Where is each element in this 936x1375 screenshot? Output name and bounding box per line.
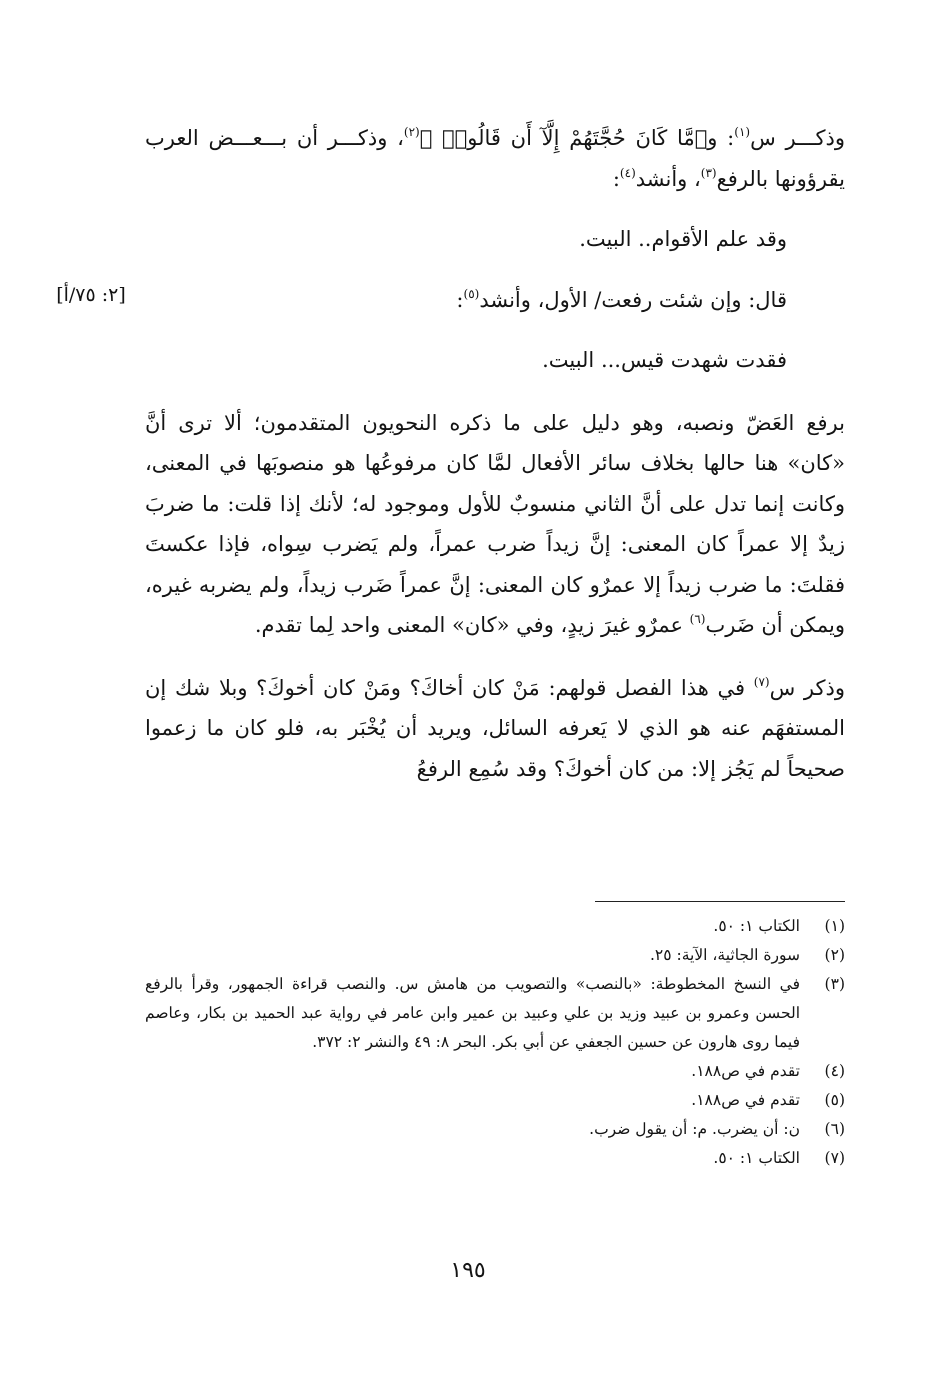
footnote-divider [595, 901, 845, 902]
footnote-ref-6[interactable]: (٦) [689, 612, 706, 626]
footnotes [145, 912, 845, 1173]
footnote-ref-4[interactable]: (٤) [619, 165, 636, 180]
main-text [145, 118, 845, 789]
footnote-7 [145, 1144, 845, 1173]
footnote-ref-2[interactable]: (٢) [403, 125, 420, 139]
verse-2: فقدت شهدت قيس... البيت. [542, 348, 787, 372]
paragraph-3: برفع العَضّ ونصبه، وهو دليل على ما ذكره النحويون المتقدمون؛ ألا ترى أنَّ «كان» هنا حالها بخلاف سائر الأفعال لمَّا كان مرفوعُها هو منصوبَها في المعنى، وكانت إنما تدل على أنَّ الثاني منسوبٌ للأول وموجود له؛ لأنك إذا قلت: ما ضربَ زيدٌ إلا عمراً كان المعنى: إنَّ زيداً ضرب عمراً، ولم يَضرب سِواه، فإذا عكستَ فقلتَ: ما ضرب زيداً إلا عمرٌو كان المعنى: إنَّ عمراً ضَرب زيداً، ولم يضربه غيره، ويمكن أن ضَرب$^{(٦)}$ عمرٌو غيرَ زيدٍ، وفي «كان» المعنى واحد لِما تقدم. [145, 410, 845, 637]
footnote-text: في النسخ المخطوطة: «بالنصب» والتصويب من هامش س. والنصب قراءة الجمهور، وقرأ بالرفع الحسن وعمرو بن عبيد وزيد بن علي وعبيد بن عمير وابن عامر في رواية عبد الحميد بن بكار، وعاصم فيما روى هارون عن حسين الجعفي عن أبي بكر. البحر ٨: ٤٩ والنشر ٢: ٣٧٢. [145, 975, 800, 1051]
paragraph-2: قال: وإن شئت رفعت/ الأول، وأنشد$^{(٥)}$: [456, 286, 787, 312]
footnote-number: (٣) [824, 975, 845, 993]
margin-manuscript-reference: [٢: ٧٥/أ] [56, 284, 126, 306]
paragraph-4: وذكر س$^{(٧)}$ في هذا الفصل قولهم: مَنْ كان أخاكَ؟ ومَنْ كان أخوكَ؟ وبلا شك إن المستفهَم عنه هو الذي لا يَعرفه السائل، ويريد أن يُخْبَر به، فلو كان ما زعموا صحيحاً لم يَجُز إلا: من كان أخوكَ؟ وقد سُمِع الرفعُ [145, 674, 845, 781]
footnote-number: (٤) [824, 1062, 845, 1080]
footnote-3 [145, 970, 845, 1057]
footnote-text: ن: أن يضرب. م: أن يقول ضرب. [589, 1120, 800, 1138]
page-number: ١٩٥ [450, 1258, 486, 1283]
footnote-number: (٢) [824, 946, 845, 964]
footnote-number: (٦) [824, 1120, 845, 1138]
footnote-text: تقدم في ص١٨٨. [691, 1062, 800, 1080]
footnote-number: (٥) [824, 1091, 845, 1109]
footnote-number: (١) [824, 917, 845, 935]
footnote-6 [145, 1115, 845, 1144]
footnote-ref-3[interactable]: (٣) [700, 165, 717, 180]
footnote-text: الكتاب ١: ٥٠. [713, 1149, 800, 1167]
paragraph-1: وذكـــر س$^{(١)}$: و﴿مَّا كَانَ حُجَّتَهُمْ إِلَّآ أَن قَالُوا۟ ﴾$^{(٢)}$، وذكـــر أن بـــعـــض العرب يقرؤونها بالرفع$^{(٣)}$، وأنشد$^{(٤)}$: [145, 125, 845, 191]
footnote-4 [145, 1057, 845, 1086]
footnote-ref-5[interactable]: (٥) [463, 286, 480, 301]
footnote-text: الكتاب ١: ٥٠. [713, 917, 800, 935]
footnote-1 [145, 912, 845, 941]
footnote-text: تقدم في ص١٨٨. [691, 1091, 800, 1109]
verse-1: وقد علم الأقوام.. البيت. [579, 227, 787, 251]
footnote-ref-7[interactable]: (٧) [753, 674, 770, 689]
footnote-text: سورة الجاثية، الآية: ٢٥. [649, 946, 800, 964]
footnote-number: (٧) [824, 1149, 845, 1167]
footnote-ref-1[interactable]: (١) [734, 125, 751, 139]
footnote-2 [145, 941, 845, 970]
footnote-5 [145, 1086, 845, 1115]
